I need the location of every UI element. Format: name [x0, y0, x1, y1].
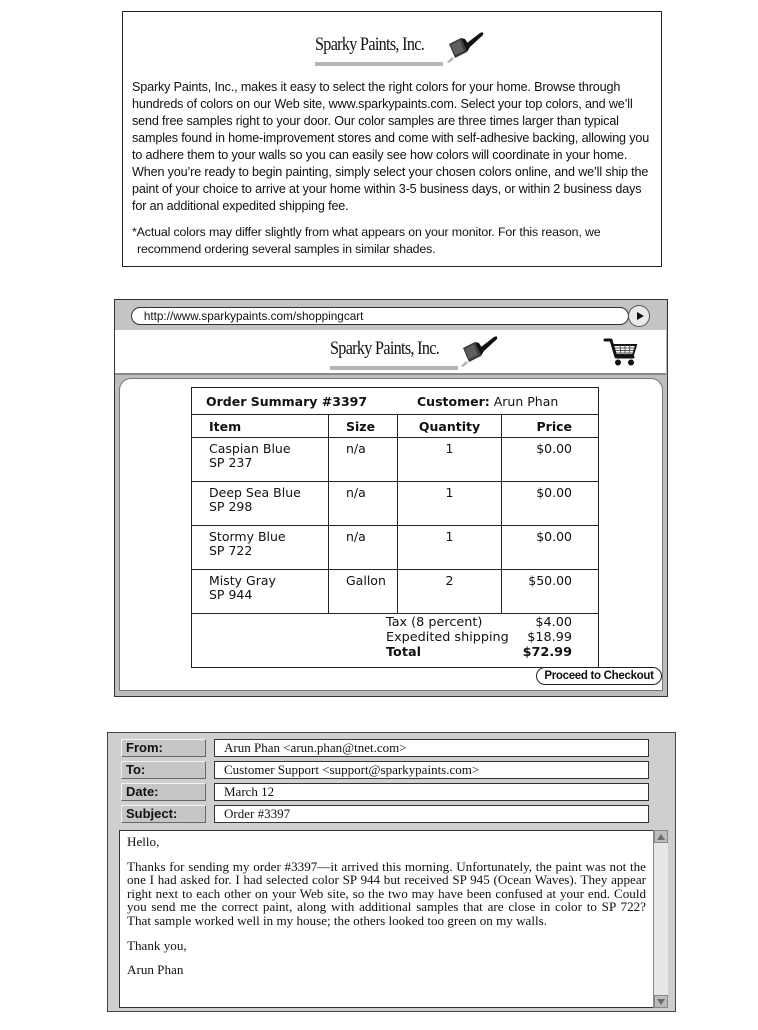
size-cell: Gallon: [329, 570, 398, 614]
order-title: Order Summary #3397: [206, 393, 368, 409]
play-icon: [637, 312, 644, 320]
tax-label: Tax (8 percent): [386, 615, 483, 630]
email-body[interactable]: [119, 830, 654, 1008]
shopping-cart-icon[interactable]: [603, 337, 639, 367]
order-summary-header: [192, 388, 598, 415]
site-logo[interactable]: [330, 338, 458, 360]
brand-logo: [315, 34, 443, 56]
item-name: Deep Sea Blue: [209, 485, 301, 500]
size-cell: n/a: [329, 438, 398, 482]
ad-description: Sparky Paints, Inc., makes it easy to select the right colors for your home. Browse through hundreds of colors on our Web site, www.sparkypaints.com. Select your top colors, and we’ll send free samples right to your door. Our color samples are three times larger than typical samples found in home-improvement stores and come with self-adhesive backing, allowing you to adhere them to your walls so you can easily see how colors will coordinate in your home. When you’re ready to begin painting, simply select your chosen colors online, and we’ll ship the paint of your choice to arrive at your home within 3-5 business days, or within 2 business days for an additional expedited shipping fee.: [132, 80, 650, 213]
total-label: Total: [386, 645, 421, 660]
item-cell: [192, 438, 329, 482]
email-window: [107, 732, 676, 1012]
item-code: SP 237: [209, 455, 253, 470]
go-button[interactable]: [628, 305, 650, 327]
item-cell: [192, 526, 329, 570]
order-items-grid: [192, 415, 598, 614]
paintbrush-icon: [459, 334, 499, 370]
ad-disclaimer-line-1: *Actual colors may differ slightly from what appears on your monitor. For this reason, we: [132, 225, 601, 239]
site-header: [115, 330, 666, 375]
quantity-cell: 1: [398, 438, 502, 482]
email-closing: Thank you,: [127, 937, 187, 953]
quantity-cell: 1: [398, 526, 502, 570]
order-summary-table: [191, 387, 599, 668]
item-cell: [192, 482, 329, 526]
item-code: SP 944: [209, 587, 253, 602]
site-brand-name: Sparky Paints, Inc.: [330, 338, 440, 359]
price-cell: $0.00: [502, 526, 598, 570]
size-cell: n/a: [329, 526, 398, 570]
column-header-price: Price: [502, 415, 598, 438]
scroll-down-button[interactable]: [654, 995, 668, 1008]
shipping-value: $18.99: [527, 630, 572, 645]
ad-disclaimer: [132, 224, 652, 258]
item-name: Caspian Blue: [209, 441, 291, 456]
item-name: Misty Gray: [209, 573, 276, 588]
order-totals: [192, 614, 598, 667]
cart-content: [119, 378, 663, 691]
price-cell: $0.00: [502, 482, 598, 526]
size-cell: n/a: [329, 482, 398, 526]
quantity-cell: 2: [398, 570, 502, 614]
column-header-size: Size: [329, 415, 398, 438]
column-header-quantity: Quantity: [398, 415, 502, 438]
browser-window: [114, 299, 668, 697]
tax-value: $4.00: [535, 615, 572, 630]
date-field[interactable]: March 12: [214, 783, 649, 801]
paintbrush-icon: [445, 30, 485, 66]
price-cell: $50.00: [502, 570, 598, 614]
url-input[interactable]: http://www.sparkypaints.com/shoppingcart: [131, 307, 629, 325]
email-signature: Arun Phan: [127, 962, 184, 978]
to-field[interactable]: Customer Support <support@sparkypaints.com>: [214, 761, 649, 779]
email-paragraph: Thanks for sending my order #3397—it arrived this morning. Unfortunately, the paint was not the one I had asked for. I had selected color SP 944 but received SP 945 (Ocean Waves). They appear right next to each other on your Web site, so the two may have been confused at your end. Could you send me the correct paint, along with additional samples that are close in color to SP 722? That sample worked well in my house; the others looked too green on my walls.: [127, 858, 646, 928]
scroll-up-button[interactable]: [654, 830, 668, 843]
shipping-label: Expedited shipping: [386, 630, 509, 645]
from-label: From:: [121, 739, 206, 757]
customer-name: Arun Phan: [493, 393, 559, 409]
email-scrollbar[interactable]: [653, 830, 668, 1008]
price-cell: $0.00: [502, 438, 598, 482]
tax-row: [386, 616, 572, 630]
address-bar-row: [115, 300, 666, 330]
subject-label: Subject:: [121, 805, 206, 823]
logo-underline: [315, 62, 443, 66]
total-row: [386, 646, 572, 660]
from-field[interactable]: Arun Phan <arun.phan@tnet.com>: [214, 739, 649, 757]
scroll-down-arrow-icon: [657, 999, 665, 1005]
subject-field[interactable]: Order #3397: [214, 805, 649, 823]
scroll-up-arrow-icon: [657, 834, 665, 840]
item-code: SP 722: [209, 543, 253, 558]
logo-underline: [330, 366, 458, 370]
item-cell: [192, 570, 329, 614]
date-label: Date:: [121, 783, 206, 801]
ad-disclaimer-line-2: recommend ordering several samples in similar shades.: [137, 242, 436, 256]
item-name: Stormy Blue: [209, 529, 286, 544]
to-label: To:: [121, 761, 206, 779]
brand-name: Sparky Paints, Inc.: [315, 34, 425, 55]
shipping-row: [386, 631, 572, 645]
total-value: $72.99: [522, 645, 572, 660]
column-header-item: Item: [192, 415, 329, 438]
email-greeting: Hello,: [127, 834, 160, 849]
advertisement-panel: [122, 11, 662, 267]
customer-label: Customer:: [417, 393, 490, 409]
proceed-to-checkout-button[interactable]: Proceed to Checkout: [536, 667, 662, 685]
customer-info: [417, 394, 558, 409]
quantity-cell: 1: [398, 482, 502, 526]
item-code: SP 298: [209, 499, 253, 514]
